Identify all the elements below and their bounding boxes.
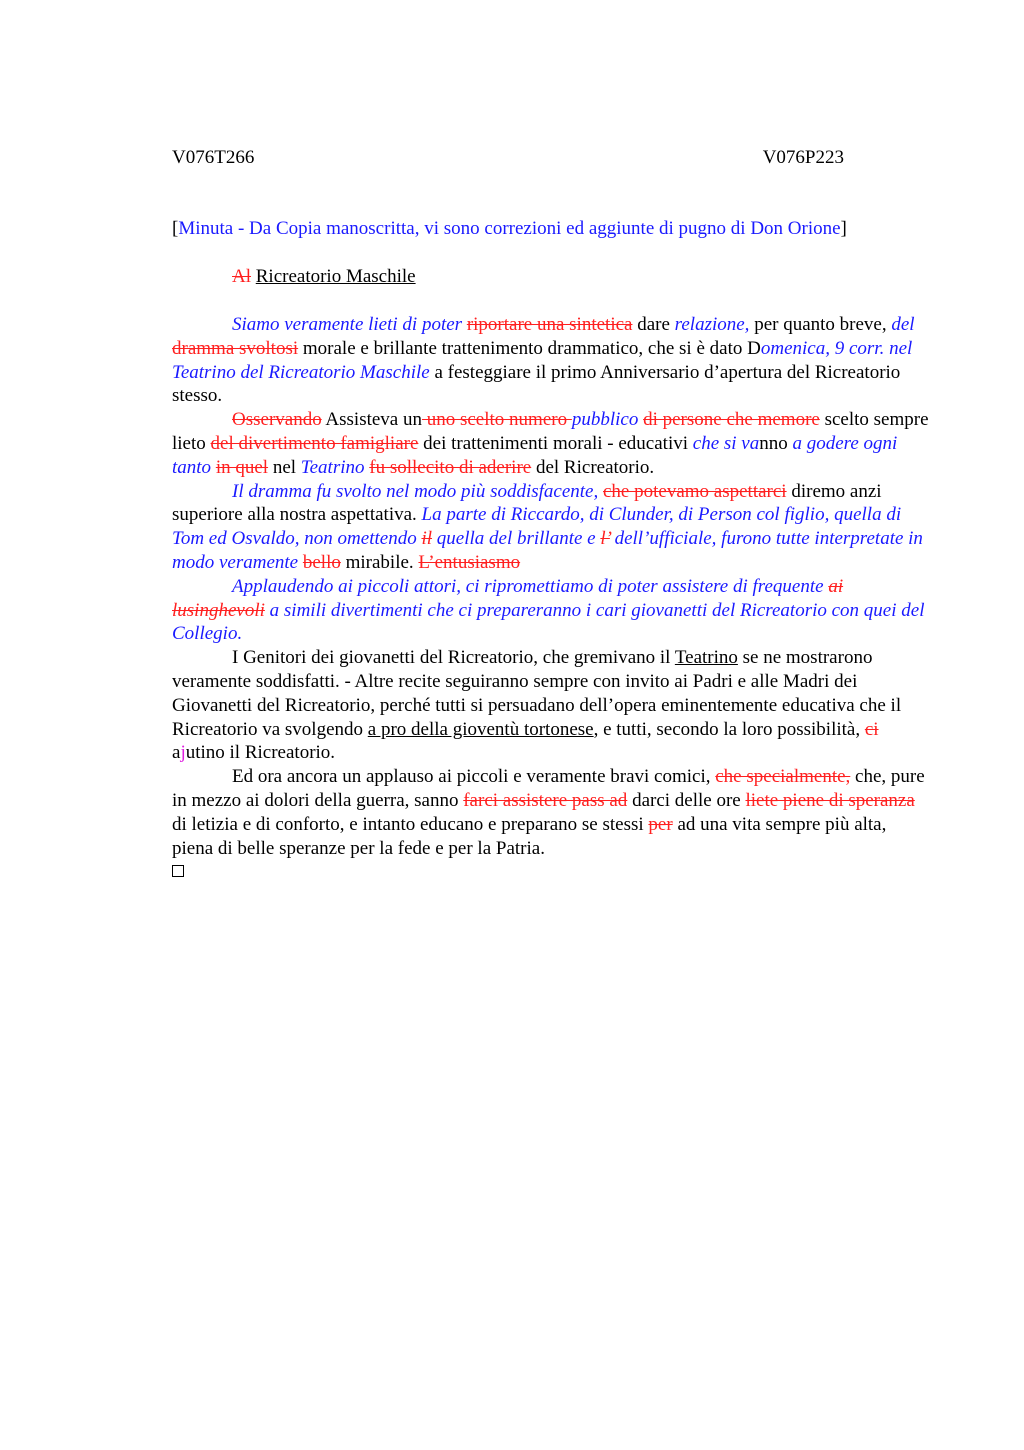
- title-deleted-word: Al: [232, 266, 251, 287]
- paragraph-4: Applaudendo ai piccoli attori, ci ripromettiamo di poter assistere di frequente ai lusinghevoli a simili divertimenti che ci prepareranno i cari giovanetti del Ricreatorio con quei del Collegio.: [172, 575, 925, 645]
- paragraph-6: Ed ora ancora un applauso ai piccoli e veramente bravi comici, che specialmente, che, pure in mezzo ai dolori della guerra, sanno farci assistere pass ad darci delle ore liete piene di speranza di letizia e di conforto, e intanto educano e preparano se stessi per ad una vita sempre più alta, piena di belle speranze per la fede e per la Patria.: [172, 766, 925, 859]
- paragraph-1: Siamo veramente lieti di poter riportare una sintetica dare relazione, per quanto breve, del dramma svoltosi morale e brillante trattenimento drammatico, che si è dato Domenica, 9 corr. nel Teatrino del Ricreatorio Maschile a festeggiare il primo Anniversario d’apertura del Ricreatorio stesso.: [172, 314, 915, 407]
- editorial-note: [172, 217, 932, 241]
- title-text: Ricreatorio Maschile: [255, 266, 416, 287]
- document-body: [172, 313, 932, 877]
- paragraph-3: Il dramma fu svolto nel modo più soddisfacente, che potevamo aspettarci diremo anzi superiore alla nostra aspettativa. La parte di Riccardo, di Clunder, di Person col figlio, quella di Tom ed Osvaldo, non omettendo il quella del brillante e l’ dell’ufficiale, furono tutte interpretate in modo veramente bello mirabile. L’entusiasmo: [172, 480, 923, 573]
- square-outline-icon: [172, 865, 184, 877]
- note-close-bracket: ]: [840, 218, 847, 239]
- note-open-bracket: [: [172, 218, 179, 239]
- header-right-code: V076P223: [762, 147, 844, 168]
- note-text: Minuta - Da Copia manoscritta, vi sono correzioni ed aggiunte di pugno di Don Orione: [178, 218, 841, 239]
- header-left-code: V076T266: [172, 147, 255, 168]
- paragraph-2: Osservando Assisteva un uno scelto numero pubblico di persone che memore scelto sempre lieto del divertimento famigliare dei trattenimenti morali - educativi che si vanno a godere ogni tanto in quel nel Teatrino fu sollecito di aderire del Ricreatorio.: [172, 409, 929, 478]
- document-title: [232, 265, 416, 289]
- paragraph-5: I Genitori dei giovanetti del Ricreatorio, che gremivano il Teatrino se ne mostrarono veramente soddisfatti. - Altre recite seguiranno sempre con invito ai Padri e alle Madri dei Giovanetti del Ricreatorio, perché tutti si persuadano dell’opera eminentemente educativa che il Ricreatorio va svolgendo a pro della gioventù tortonese, e tutti, secondo la loro possibilità, ci ajutino il Ricreatorio.: [172, 647, 902, 764]
